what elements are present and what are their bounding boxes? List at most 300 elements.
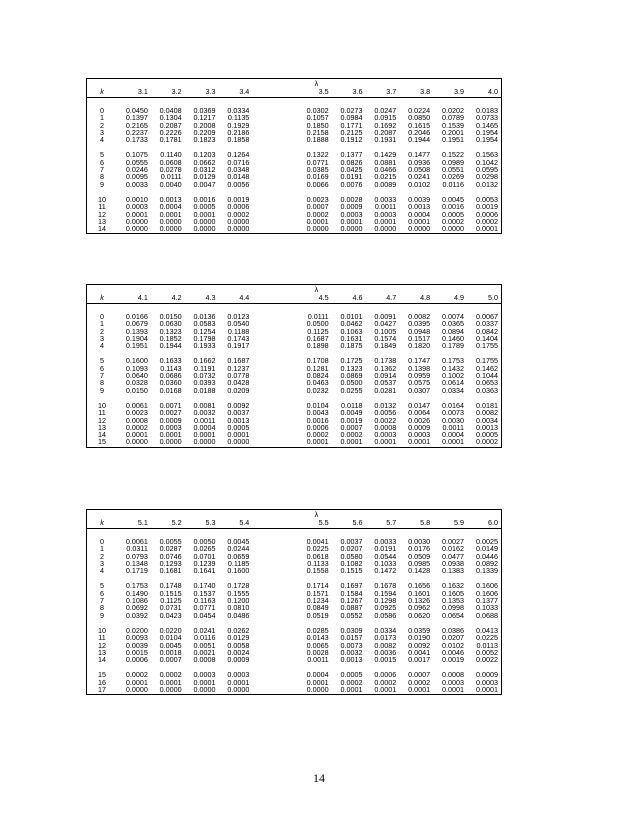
probability-cell: 0.0209 [227,385,250,395]
probability-cell: 0.1789 [441,341,464,351]
probability-cell: 0.0000 [227,685,250,695]
k-value: 3 [100,558,104,568]
lambda-header: 3.8 [399,87,433,98]
k-value: 11 [98,633,106,643]
k-value: 8 [100,378,104,388]
probability-cell: 0.0129 [193,172,216,182]
probability-cell: 0.0000 [193,437,216,447]
table-row [87,328,502,335]
probability-cell: 0.2125 [340,127,363,137]
probability-cell: 0.0041 [408,647,431,657]
probability-cell: 0.1631 [340,333,363,343]
probability-cell: 0.0360 [159,378,182,388]
probability-cell: 0.1428 [408,566,431,576]
probability-cell: 0.1002 [441,371,464,381]
probability-cell: 0.0824 [306,371,329,381]
probability-cell: 0.0006 [125,655,148,665]
probability-cell: 0.0309 [340,625,363,635]
probability-cell: 0.0575 [408,378,431,388]
probability-cell: 0.0001 [125,677,148,687]
probability-cell: 0.0005 [476,430,498,440]
probability-cell: 0.0006 [374,670,397,680]
k-value: 12 [98,209,106,219]
probability-cell: 0.1555 [227,588,250,598]
probability-cell: 0.0037 [340,537,363,546]
probability-cell: 0.0348 [227,165,250,175]
probability-cell: 0.0032 [193,408,216,418]
probability-cell: 0.0003 [374,209,397,219]
probability-cell: 0.0002 [476,437,498,447]
probability-cell: 0.0023 [306,194,329,204]
probability-cell: 0.0269 [441,172,464,182]
probability-cell: 0.0583 [193,319,216,329]
probability-cell: 0.0215 [374,172,397,182]
probability-cell: 0.0428 [227,378,250,388]
probability-cell: 0.0287 [159,544,182,554]
probability-cell: 0.0778 [227,371,250,381]
probability-cell: 0.0003 [125,202,148,212]
probability-cell: 0.0849 [306,603,329,613]
probability-cell: 0.0207 [441,633,464,643]
k-value: 10 [98,625,106,635]
k-value: 9 [100,385,104,395]
probability-cell: 0.0010 [125,194,148,204]
probability-cell: 0.0157 [340,633,363,643]
probability-cell: 0.0008 [374,422,397,432]
table-row [87,181,502,188]
probability-cell: 0.1537 [193,588,216,598]
probability-cell: 0.0679 [125,319,148,329]
probability-cell: 0.0026 [408,415,431,425]
probability-cell: 0.0334 [374,625,397,635]
probability-cell: 0.1681 [159,566,182,576]
probability-cell: 0.1904 [125,333,148,343]
probability-cell: 0.0537 [374,378,397,388]
probability-cell: 0.0071 [159,400,182,410]
probability-cell: 0.0232 [306,385,329,395]
probability-cell: 0.1781 [159,135,182,145]
probability-cell: 0.0132 [374,400,397,410]
probability-cell: 0.0009 [408,422,431,432]
probability-cell: 0.0073 [441,408,464,418]
probability-cell: 0.0116 [194,633,216,643]
probability-cell: 0.0015 [374,655,397,665]
probability-cell: 0.0009 [227,655,250,665]
probability-cell: 0.0006 [306,422,329,432]
k-value: 6 [100,363,104,373]
probability-cell: 0.1125 [160,596,182,606]
probability-cell: 0.0001 [306,677,329,687]
probability-cell: 0.0000 [159,685,182,695]
probability-cell: 0.1429 [374,150,397,160]
lambda-header: 3.5 [252,87,331,98]
probability-cell: 0.0733 [476,113,498,123]
probability-cell: 0.0000 [159,216,182,226]
probability-cell: 0.0164 [441,400,464,410]
probability-cell: 0.0771 [306,157,329,167]
probability-cell: 0.0001 [408,216,431,226]
probability-cell: 0.0000 [125,685,148,695]
lambda-header: 5.6 [332,518,366,529]
k-value: 4 [100,135,104,145]
probability-cell: 0.2209 [193,127,216,137]
probability-cell: 0.0007 [159,655,182,665]
probability-cell: 0.1472 [374,566,397,576]
probability-cell: 0.0016 [306,415,329,425]
lambda-header: 4.4 [218,293,252,304]
probability-cell: 0.1404 [476,333,498,343]
probability-cell: 0.0001 [159,430,182,440]
probability-cell: 0.0032 [340,647,363,657]
probability-cell: 0.0001 [159,209,182,219]
probability-cell: 0.0113 [476,640,498,650]
probability-cell: 0.0147 [408,400,431,410]
probability-cell: 0.0000 [227,224,250,234]
table-row [87,335,502,342]
k-value: 2 [100,120,104,130]
probability-cell: 0.0104 [159,633,182,643]
k-value: 1 [100,113,104,123]
table-row [87,649,502,656]
probability-cell: 0.0034 [476,415,498,425]
probability-cell: 0.0009 [159,415,182,425]
probability-cell: 0.0887 [340,603,363,613]
probability-cell: 0.0027 [159,408,182,418]
probability-cell: 0.0102 [408,179,431,189]
probability-cell: 0.0948 [408,326,431,336]
probability-cell: 0.0392 [125,610,148,620]
probability-cell: 0.0540 [227,319,250,329]
k-value: 13 [98,216,106,226]
probability-cell: 0.0011 [374,202,397,212]
probability-cell: 0.0640 [125,371,148,381]
probability-cell: 0.1267 [340,596,363,606]
probability-cell: 0.0045 [227,537,250,546]
table-row [87,372,502,379]
probability-cell: 0.0036 [374,647,397,657]
probability-cell: 0.0000 [125,437,148,447]
probability-cell: 0.1490 [125,588,148,598]
probability-cell: 0.0006 [476,209,498,219]
probability-cell: 0.1888 [306,135,329,145]
probability-cell: 0.0273 [340,106,363,115]
probability-cell: 0.0001 [306,216,329,226]
probability-cell: 0.0393 [193,378,216,388]
probability-cell: 0.0027 [441,537,464,546]
probability-cell: 0.0043 [306,408,329,418]
lambda-symbol: λ [314,79,319,88]
probability-cell: 0.1237 [227,363,250,373]
table-row [87,122,502,129]
probability-cell: 0.1326 [408,596,431,606]
probability-cell: 0.0061 [125,400,148,410]
lambda-header: 4.0 [467,87,502,98]
probability-cell: 0.1188 [227,326,250,336]
probability-cell: 0.1432 [441,363,464,373]
probability-cell: 0.0001 [441,437,464,447]
probability-cell: 0.0001 [193,677,216,687]
probability-cell: 0.0019 [227,194,250,204]
probability-cell: 0.0104 [306,400,329,410]
probability-cell: 0.0298 [476,172,498,182]
probability-cell: 0.0850 [408,113,431,123]
probability-cell: 0.0731 [159,603,182,613]
probability-cell: 0.0030 [441,415,464,425]
probability-cell: 0.0544 [374,551,397,561]
table-row [87,634,502,641]
probability-cell: 0.0001 [340,216,363,226]
probability-cell: 0.0001 [374,685,397,695]
k-value: 4 [100,341,104,351]
probability-cell: 0.0000 [159,224,182,234]
probability-cell: 0.1304 [159,113,182,123]
probability-cell: 0.0363 [476,385,498,395]
probability-cell: 0.0019 [476,202,498,212]
probability-cell: 0.0188 [193,385,216,395]
probability-cell: 0.0101 [340,312,363,321]
k-value: 8 [100,172,104,182]
probability-cell: 0.1697 [340,581,363,591]
probability-cell: 0.0002 [306,430,329,440]
probability-cell: 0.1234 [306,596,329,606]
lambda-header: 5.3 [185,518,219,529]
lambda-header: 5.0 [467,293,502,304]
probability-cell: 0.0011 [194,415,216,425]
probability-cell: 0.0427 [374,319,397,329]
probability-cell: 0.0001 [125,430,148,440]
lambda-header: 5.7 [365,518,399,529]
probability-cell: 0.1740 [193,581,216,591]
probability-cell: 0.0004 [306,670,329,680]
table-row [87,438,502,445]
probability-cell: 0.0000 [125,224,148,234]
probability-cell: 0.0255 [340,385,363,395]
probability-cell: 0.0183 [476,106,498,115]
probability-cell: 0.0003 [441,677,464,687]
probability-cell: 0.2087 [159,120,182,130]
probability-cell: 0.1383 [441,566,464,576]
probability-cell: 0.0024 [227,647,250,657]
probability-cell: 0.0000 [125,216,148,226]
probability-cell: 0.0810 [227,603,250,613]
probability-cell: 0.0162 [441,544,464,554]
probability-cell: 0.0463 [306,378,329,388]
probability-cell: 0.0000 [306,685,329,695]
probability-cell: 0.1798 [193,333,216,343]
probability-cell: 0.1594 [374,588,397,598]
probability-cell: 0.0244 [227,544,250,554]
probability-cell: 0.0047 [193,179,216,189]
k-value: 11 [98,202,106,212]
probability-cell: 0.0000 [408,224,431,234]
table-row [87,642,502,649]
probability-cell: 0.0013 [227,415,250,425]
probability-cell: 0.1605 [441,588,464,598]
probability-cell: 0.1398 [408,363,431,373]
probability-cell: 0.0302 [306,106,329,115]
probability-cell: 0.0241 [193,625,216,635]
table-row [87,387,502,394]
probability-cell: 0.0123 [227,312,250,321]
probability-cell: 0.0169 [306,172,329,182]
probability-cell: 0.1339 [476,566,498,576]
k-value: 0 [100,312,104,321]
probability-cell: 0.1931 [374,135,397,145]
probability-cell: 0.0037 [227,408,250,418]
probability-cell: 0.1951 [441,135,464,145]
lambda-header: 4.3 [185,293,219,304]
table-row [87,424,502,431]
probability-cell: 0.0091 [374,312,397,321]
table-row [87,538,502,545]
k-value: 3 [100,127,104,137]
probability-cell: 0.1912 [340,135,363,145]
lambda-header: 3.1 [117,87,151,98]
table-row [87,567,502,574]
lambda-header: 3.4 [218,87,252,98]
probability-cell: 0.0654 [441,610,464,620]
probability-cell: 0.1753 [441,356,464,366]
probability-cell: 0.0045 [441,194,464,204]
probability-cell: 0.1929 [227,120,250,130]
probability-cell: 0.0692 [125,603,148,613]
probability-cell: 0.0001 [374,437,397,447]
probability-cell: 0.0630 [159,319,182,329]
probability-cell: 0.0092 [227,400,250,410]
k-value: 9 [100,610,104,620]
lambda-header: 5.5 [252,518,331,529]
table-row [87,151,502,158]
probability-cell: 0.0022 [374,415,397,425]
probability-cell: 0.1125 [307,326,329,336]
poisson-table-1 [86,78,502,234]
probability-cell: 0.1377 [340,150,363,160]
probability-cell: 0.0001 [193,209,216,219]
probability-cell: 0.1362 [374,363,397,373]
k-value: 14 [98,655,106,665]
probability-cell: 0.0093 [125,633,148,643]
probability-cell: 0.1954 [476,135,498,145]
probability-cell: 0.0984 [340,113,363,123]
probability-cell: 0.0892 [476,558,498,568]
probability-cell: 0.1615 [408,120,431,130]
probability-cell: 0.0000 [441,224,464,234]
probability-cell: 0.0369 [193,106,216,115]
probability-cell: 0.0056 [227,179,250,189]
probability-cell: 0.0092 [408,640,431,650]
probability-cell: 0.1323 [340,363,363,373]
probability-cell: 0.0555 [125,157,148,167]
probability-cell: 0.0030 [408,537,431,546]
probability-cell: 0.1858 [227,135,250,145]
probability-cell: 0.0423 [159,610,182,620]
probability-cell: 0.0136 [193,312,216,321]
probability-cell: 0.0311 [126,544,148,554]
probability-cell: 0.1353 [441,596,464,606]
probability-cell: 0.0001 [306,437,329,447]
probability-cell: 0.1185 [227,558,250,568]
probability-cell: 0.0050 [193,537,216,546]
k-value: 12 [98,415,106,425]
probability-cell: 0.0395 [408,319,431,329]
probability-cell: 0.1574 [374,333,397,343]
lambda-header: 4.9 [433,293,467,304]
probability-cell: 0.1539 [441,120,464,130]
probability-cell: 0.0246 [125,165,148,175]
probability-cell: 0.0224 [408,106,431,115]
table-row [87,604,502,611]
probability-cell: 0.0019 [441,655,464,665]
probability-cell: 0.0225 [306,544,329,554]
probability-cell: 0.0620 [408,610,431,620]
probability-cell: 0.1606 [476,588,498,598]
probability-cell: 0.0013 [476,422,498,432]
probability-cell: 0.1397 [125,113,148,123]
table-row [87,627,502,634]
probability-cell: 0.0046 [441,647,464,657]
probability-cell: 0.0425 [340,165,363,175]
lambda-header: 4.1 [117,293,151,304]
probability-cell: 0.1728 [227,581,250,591]
probability-cell: 0.0894 [441,326,464,336]
probability-cell: 0.0191 [374,544,397,554]
probability-cell: 0.0359 [408,625,431,635]
probability-cell: 0.0102 [441,640,464,650]
probability-cell: 0.0013 [159,194,182,204]
probability-cell: 0.0716 [227,157,250,167]
table-row [87,129,502,136]
k-value: 9 [100,179,104,189]
table-row [87,612,502,619]
probability-cell: 0.0500 [306,319,329,329]
probability-cell: 0.0052 [476,647,498,657]
probability-cell: 0.0065 [306,640,329,650]
table-row [87,173,502,180]
probability-cell: 0.1075 [125,150,148,160]
probability-cell: 0.1687 [227,356,250,366]
probability-cell: 0.1849 [374,341,397,351]
probability-cell: 0.1462 [476,363,498,373]
probability-cell: 0.0686 [159,371,182,381]
probability-cell: 0.1465 [476,120,498,130]
probability-cell: 0.0881 [374,157,397,167]
probability-cell: 0.0486 [227,610,250,620]
probability-cell: 0.1725 [340,356,363,366]
probability-cell: 0.0334 [441,385,464,395]
k-value: 5 [100,581,104,591]
k-value: 10 [98,400,106,410]
probability-cell: 0.2165 [125,120,148,130]
table-row [87,656,502,663]
probability-cell: 0.1738 [374,356,397,366]
probability-cell: 0.2158 [306,127,329,137]
k-value: 2 [100,551,104,561]
probability-cell: 0.0608 [159,157,182,167]
table-row [87,357,502,364]
probability-cell: 0.1133 [307,558,329,568]
probability-cell: 0.0002 [125,422,148,432]
probability-cell: 0.0000 [193,224,216,234]
table-row [87,313,502,320]
probability-cell: 0.0337 [476,319,498,329]
probability-cell: 0.0053 [476,194,498,204]
lambda-header: 5.2 [151,518,185,529]
k-header: k [87,87,118,98]
probability-cell: 0.0746 [159,551,182,561]
poisson-table-3 [86,509,502,695]
probability-cell: 0.0067 [476,312,498,321]
probability-cell: 0.1719 [125,566,148,576]
